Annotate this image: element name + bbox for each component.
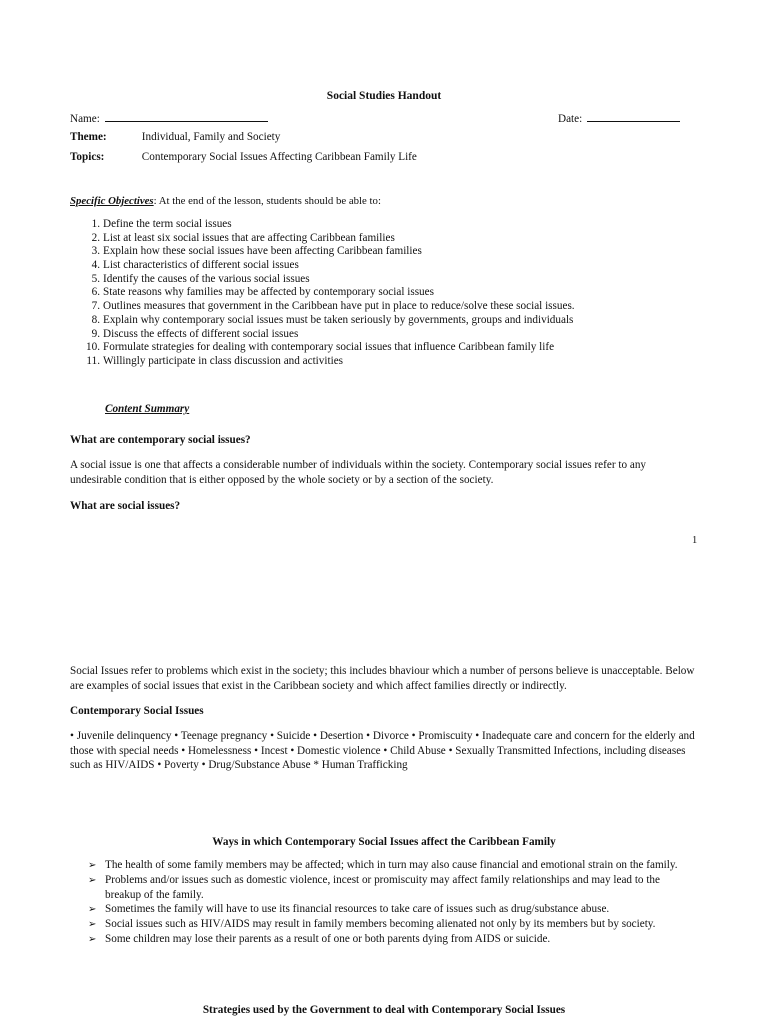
objective-number: 5. [91, 272, 100, 285]
topics-value: Contemporary Social Issues Affecting Caribbean Family Life [141, 151, 417, 163]
theme-row [70, 130, 280, 145]
effect-item [88, 917, 698, 932]
content-summary-heading: Content Summary [105, 403, 190, 415]
objective-text: Identify the causes of the various social issues [103, 272, 310, 285]
objective-number: 2. [91, 231, 100, 244]
name-label: Name: [70, 113, 100, 125]
objective-number: 4. [91, 259, 100, 272]
theme-label: Theme: [70, 131, 107, 143]
objective-text: Explain how these social issues have been affecting Caribbean families [103, 245, 422, 258]
topics-row [70, 150, 417, 165]
effect-text: Problems and/or issues such as domestic violence, incest or promiscuity may affect family relationships and may lead to the breakup of the family. [105, 874, 660, 901]
objective-number: 8. [91, 313, 100, 326]
date-blank-line [587, 110, 680, 122]
objective-item [70, 340, 710, 354]
objectives-heading-row [70, 194, 381, 208]
objective-number: 7. [91, 300, 100, 313]
objective-item [70, 285, 710, 299]
objective-text: Discuss the effects of different social issues [103, 327, 299, 340]
contemporary-issues-heading: Contemporary Social Issues [70, 705, 204, 717]
effect-text: The health of some family members may be affected; which in turn may also cause financial and emotional strain on the family. [105, 859, 678, 871]
objective-item [70, 299, 710, 313]
arrow-bullet-icon: ➢ [88, 904, 97, 916]
effect-item [88, 873, 698, 902]
question-social-issues: What are social issues? [70, 500, 181, 512]
objectives-intro: : At the end of the lesson, students should be able to: [153, 195, 381, 207]
objective-text: State reasons why families may be affected by contemporary social issues [103, 286, 434, 299]
page-number: 1 [692, 535, 698, 546]
strategies-heading: Strategies used by the Government to deal with Contemporary Social Issues [202, 1004, 566, 1016]
theme-value: Individual, Family and Society [141, 131, 281, 143]
name-field [70, 110, 268, 127]
objective-item [70, 327, 710, 341]
objective-item [70, 272, 710, 286]
answer-contemporary-social-issues: A social issue is one that affects a considerable number of individuals within the society. Contemporary social issues refer to any undesirable condition that is either opposed by the whole society or by a section of the society. [70, 459, 647, 486]
question-contemporary-social-issues: What are contemporary social issues? [70, 434, 251, 446]
effect-item [88, 902, 698, 917]
objective-item [70, 231, 710, 245]
objective-item [70, 244, 710, 258]
arrow-bullet-icon: ➢ [88, 919, 97, 931]
page-title: Social Studies Handout [326, 90, 442, 102]
objective-text: Willingly participate in class discussion and activities [103, 354, 344, 367]
objective-item [70, 313, 710, 327]
objective-number: 11. [86, 354, 100, 367]
objective-number: 10. [86, 341, 100, 354]
objective-text: Outlines measures that government in the Caribbean have put in place to reduce/solve these social issues. [103, 300, 575, 313]
objective-text: Explain why contemporary social issues must be taken seriously by governments, groups and individuals [103, 313, 574, 326]
arrow-bullet-icon: ➢ [88, 875, 97, 886]
date-field [558, 110, 680, 127]
arrow-bullet-icon: ➢ [88, 934, 97, 946]
contemporary-issues-list: • Juvenile delinquency • Teenage pregnancy • Suicide • Desertion • Divorce • Promiscuity • Inadequate care and concern for the elderly and those with special needs • Homelessness • Incest • Domestic violence • Child Abuse • Sexually Transmitted Infections, including diseases such as HIV/AIDS • Poverty • Drug/Substance Abuse * Human Trafficking [70, 730, 695, 772]
effect-text: Some children may lose their parents as a result of one or both parents dying from AIDS or suicide. [105, 933, 551, 946]
date-label: Date: [558, 113, 583, 125]
effect-item [88, 932, 698, 947]
objective-text: Define the term social issues [103, 218, 232, 230]
effects-list [88, 858, 698, 947]
objective-number: 6. [91, 286, 100, 299]
arrow-bullet-icon: ➢ [88, 860, 97, 871]
objective-number: 3. [91, 245, 100, 258]
objective-text: Formulate strategies for dealing with contemporary social issues that influence Caribbean family life [103, 341, 555, 354]
objective-text: List characteristics of different social issues [103, 259, 299, 272]
objective-number: 9. [91, 327, 100, 340]
objective-item [70, 258, 710, 272]
name-blank-line [105, 110, 268, 122]
objective-text: List at least six social issues that are affecting Caribbean families [103, 231, 395, 244]
answer-social-issues: Social Issues refer to problems which exist in the society; this includes bhaviour which a number of persons believe is unacceptable. Below are examples of social issues that exist in the Caribbean society and which affect families directly or indirectly. [70, 665, 695, 692]
objective-item [70, 354, 710, 368]
topics-label: Topics: [70, 151, 105, 163]
effect-text: Social issues such as HIV/AIDS may result in family members becoming alienated not only by its members but by society. [105, 918, 656, 931]
objective-number: 1. [91, 218, 100, 230]
objective-item [70, 217, 710, 231]
effect-text: Sometimes the family will have to use its financial resources to take care of issues such as drug/substance abuse. [105, 903, 610, 916]
effect-item [88, 858, 698, 873]
objectives-heading: Specific Objectives [70, 195, 154, 207]
objectives-list [70, 217, 710, 368]
effects-heading: Ways in which Contemporary Social Issues affect the Caribbean Family [212, 836, 556, 848]
